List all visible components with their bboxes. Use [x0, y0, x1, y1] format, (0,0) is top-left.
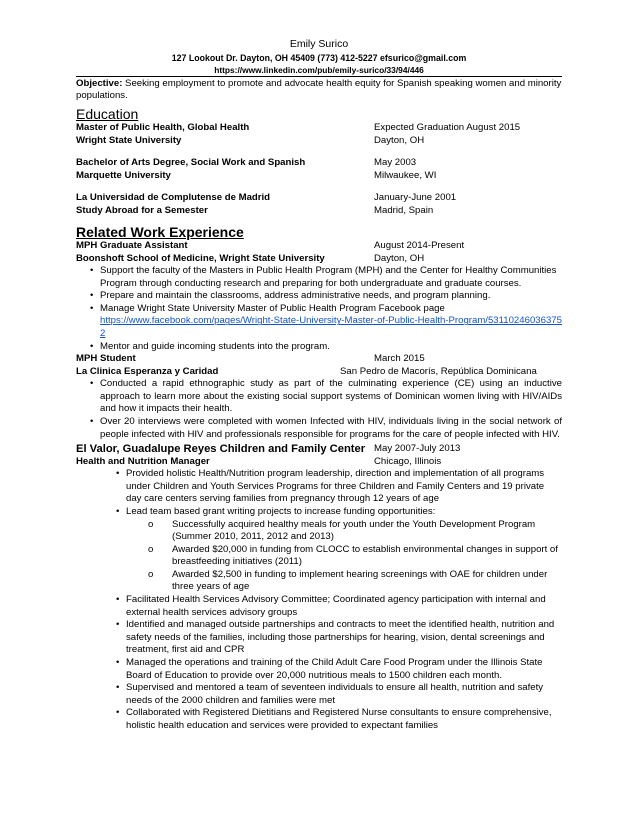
bullet-icon: • — [116, 682, 120, 694]
bullet-icon: • — [90, 378, 94, 390]
edu-location: Dayton, OH — [374, 134, 425, 146]
circle-bullet-icon: o — [148, 518, 154, 530]
school: Wright State University — [76, 134, 182, 146]
job-entry — [76, 443, 562, 732]
sub-list-item: o Awarded $20,000 in funding from CLOCC to establish environmental changes in support of breastfeeding initiatives (2011) — [148, 543, 558, 568]
education-heading: Education — [76, 106, 139, 122]
circle-bullet-icon: o — [148, 543, 154, 555]
edu-location: Madrid, Spain — [374, 204, 434, 216]
job-title: MPH Graduate Assistant — [76, 240, 188, 251]
list-item: • Conducted a rapid ethnographic study as part of the culminating experience (CE) using an inductive approach to learn more about the existing social support systems of Dominican women living with HIV/AIDs and how it impacts their health. — [90, 378, 562, 415]
objective-label: Objective: — [76, 78, 123, 89]
header-divider — [76, 76, 562, 77]
job-location: San Pedro de Macorís, República Dominicana — [340, 365, 537, 377]
objective-text: Seeking employment to promote and advocate health equity for Spanish speaking women and minority populations. — [76, 78, 562, 101]
bullet-icon: • — [116, 505, 120, 517]
edu-location: Milwaukee, WI — [374, 169, 437, 181]
bullet-icon: • — [116, 619, 120, 631]
resume-name: Emily Surico — [289, 38, 349, 50]
school: Marquette University — [76, 169, 171, 181]
job-entry — [76, 240, 562, 353]
job-entry — [76, 353, 562, 441]
degree: Bachelor of Arts Degree, Social Work and Spanish — [76, 157, 306, 168]
education-entry — [76, 122, 562, 147]
list-item: • Provided holistic Health/Nutrition program leadership, direction and implementation of all programs under Children and Youth Services Programs for three Children and Family Centers and 19 private day care centers serving families from pregnancy through 12 years of age — [116, 468, 545, 505]
facebook-page-link[interactable]: https://www.facebook.com/pages/Wright-State-University-Master-of-Public-Health-Program/531102460363752 — [100, 315, 562, 339]
circle-bullet-icon: o — [148, 568, 154, 580]
job-title: Health and Nutrition Manager — [76, 455, 210, 467]
edu-date: May 2003 — [374, 157, 417, 168]
bullet-icon: • — [116, 594, 120, 606]
job-date: August 2014-Present — [374, 240, 465, 251]
list-item: • Collaborated with Registered Dietitians and Registered Nurse consultants to ensure comprehensive, holistic health education and services were provided to expectant families — [116, 707, 552, 731]
degree: La Universidad de Complutense de Madrid — [76, 192, 271, 203]
list-item: • Prepare and maintain the classrooms, address administrative needs, and program planning. — [90, 290, 491, 302]
education-entry — [76, 192, 562, 217]
bullet-icon: • — [116, 468, 120, 480]
list-item: • Support the faculty of the Masters in Public Health Program (MPH) and the Center for Healthy Communities Program through conducting research and preparing for both undergraduate and graduate courses. — [90, 265, 557, 289]
list-item: • Supervised and mentored a team of seventeen individuals to ensure all health, nutrition and safety needs of the 2000 children and families were met — [116, 682, 544, 706]
sub-list-item: o Successfully acquired healthy meals for youth under the Youth Development Program (Summer 2010, 2011, 2012 and 2013) — [148, 518, 536, 543]
job-org: El Valor, Guadalupe Reyes Children and Family Center — [76, 443, 366, 456]
list-item: • Manage Wright State University Master of Public Health Program Facebook page https://www.facebook.com/pages/Wright-State-University-Master-of-Public-Health-Program/531102460363752 — [90, 302, 562, 339]
job-date: March 2015 — [374, 353, 425, 365]
bullet-icon: • — [90, 415, 94, 427]
school: Study Abroad for a Semester — [76, 204, 208, 216]
bullet-icon: • — [90, 290, 94, 302]
job-title: MPH Student — [76, 353, 136, 365]
experience-heading: Related Work Experience — [76, 224, 244, 240]
bullet-icon: • — [116, 657, 120, 669]
list-item: • Over 20 interviews were completed with women Infected with HIV, individuals living in the social network of people infected with HIV and professionals responsible for programs for the care of people infected with HIV. — [90, 415, 562, 440]
bullet-icon: • — [90, 340, 94, 352]
job-location: Chicago, Illinois — [374, 455, 442, 467]
edu-date: January-June 2001 — [374, 192, 457, 203]
list-item: • Identified and managed outside partnerships and contracts to meet the identified health, nutrition and safety needs of the families, including those partnerships for hearing, vision, dental screenings and treatment, first aid and CPR — [116, 619, 555, 656]
degree: Master of Public Health, Global Health — [76, 122, 250, 133]
education-entry — [76, 157, 562, 182]
list-item: • Mentor and guide incoming students into the program. — [90, 340, 330, 352]
sub-list-item: o Awarded $2,500 in funding to implement hearing screenings with OAE for children under three years of age — [148, 568, 548, 593]
list-item: • Facilitated Health Services Advisory Committee; Coordinated agency participation with internal and external health services advisory groups — [116, 594, 546, 618]
list-item: • Managed the operations and training of the Child Adult Care Food Program under the Illinois State Board of Education to provide over 20,000 nutritious meals to 1500 children each month. — [116, 657, 543, 681]
contact-line: 127 Lookout Dr. Dayton, OH 45409 (773) 412-5227 efsurico@gmail.com — [171, 53, 467, 63]
job-org: Boonshoft School of Medicine, Wright State University — [76, 252, 325, 264]
bullet-icon: • — [116, 707, 120, 719]
job-date: May 2007-July 2013 — [374, 443, 461, 455]
job-location: Dayton, OH — [374, 252, 425, 264]
objective — [76, 78, 562, 102]
bullet-icon: • — [90, 265, 94, 276]
bullet-icon: • — [90, 302, 94, 314]
edu-date: Expected Graduation August 2015 — [374, 122, 521, 133]
resume-page — [76, 38, 562, 733]
linkedin-url[interactable]: https://www.linkedin.com/pub/emily-surico/33/94/446 — [214, 65, 424, 75]
job-org: La Clinica Esperanza y Caridad — [76, 365, 219, 377]
list-item: • Lead team based grant writing projects to increase funding opportunities: — [116, 505, 436, 517]
